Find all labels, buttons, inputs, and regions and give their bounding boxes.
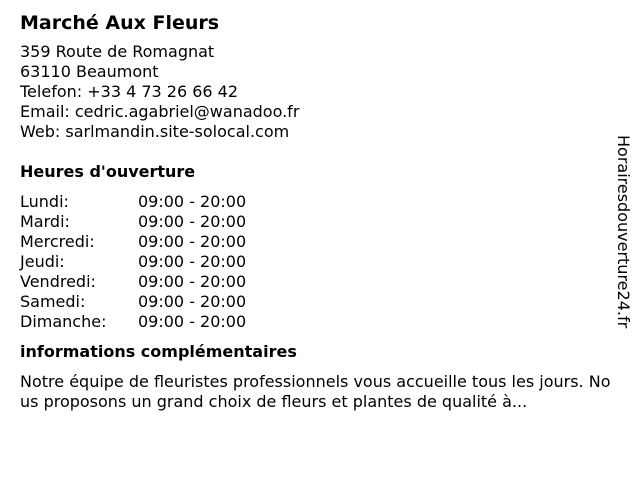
hours-time: 09:00 - 20:00 bbox=[138, 212, 247, 231]
web-line: Web: sarlmandin.site-solocal.com bbox=[20, 122, 290, 141]
hours-time: 09:00 - 20:00 bbox=[138, 192, 247, 211]
phone-line: Telefon: +33 4 73 26 66 42 bbox=[20, 82, 239, 101]
hours-day: Jeudi: bbox=[20, 252, 65, 271]
hours-row-lundi bbox=[20, 192, 620, 212]
address-city: 63110 Beaumont bbox=[20, 62, 159, 81]
hours-day: Mercredi: bbox=[20, 232, 95, 251]
hours-time: 09:00 - 20:00 bbox=[138, 312, 247, 331]
hours-row-mardi bbox=[20, 212, 620, 232]
hours-day: Mardi: bbox=[20, 212, 70, 231]
hours-row-samedi bbox=[20, 292, 620, 312]
hours-table bbox=[20, 192, 620, 332]
address-street: 359 Route de Romagnat bbox=[20, 42, 215, 61]
hours-row-dimanche bbox=[20, 312, 620, 332]
contact-block bbox=[20, 42, 620, 142]
hours-heading: Heures d'ouverture bbox=[20, 162, 196, 181]
business-name: Marché Aux Fleurs bbox=[20, 12, 220, 34]
info-heading: informations complémentaires bbox=[20, 342, 297, 361]
hours-time: 09:00 - 20:00 bbox=[138, 232, 247, 251]
hours-day: Vendredi: bbox=[20, 272, 96, 291]
hours-time: 09:00 - 20:00 bbox=[138, 292, 247, 311]
hours-day: Samedi: bbox=[20, 292, 86, 311]
hours-row-vendredi bbox=[20, 272, 620, 292]
side-brand-watermark: Horairesdouverture24.fr bbox=[614, 135, 633, 329]
hours-day: Dimanche: bbox=[20, 312, 107, 331]
hours-time: 09:00 - 20:00 bbox=[138, 252, 247, 271]
hours-row-jeudi bbox=[20, 252, 620, 272]
business-card bbox=[20, 10, 620, 412]
hours-time: 09:00 - 20:00 bbox=[138, 272, 247, 291]
hours-day: Lundi: bbox=[20, 192, 69, 211]
info-description: Notre équipe de fleuristes professionnels vous accueille tous les jours. Nous proposons un grand choix de fleurs et plantes de qualité à... bbox=[20, 372, 611, 411]
email-line: Email: cedric.agabriel@wanadoo.fr bbox=[20, 102, 300, 121]
hours-row-mercredi bbox=[20, 232, 620, 252]
